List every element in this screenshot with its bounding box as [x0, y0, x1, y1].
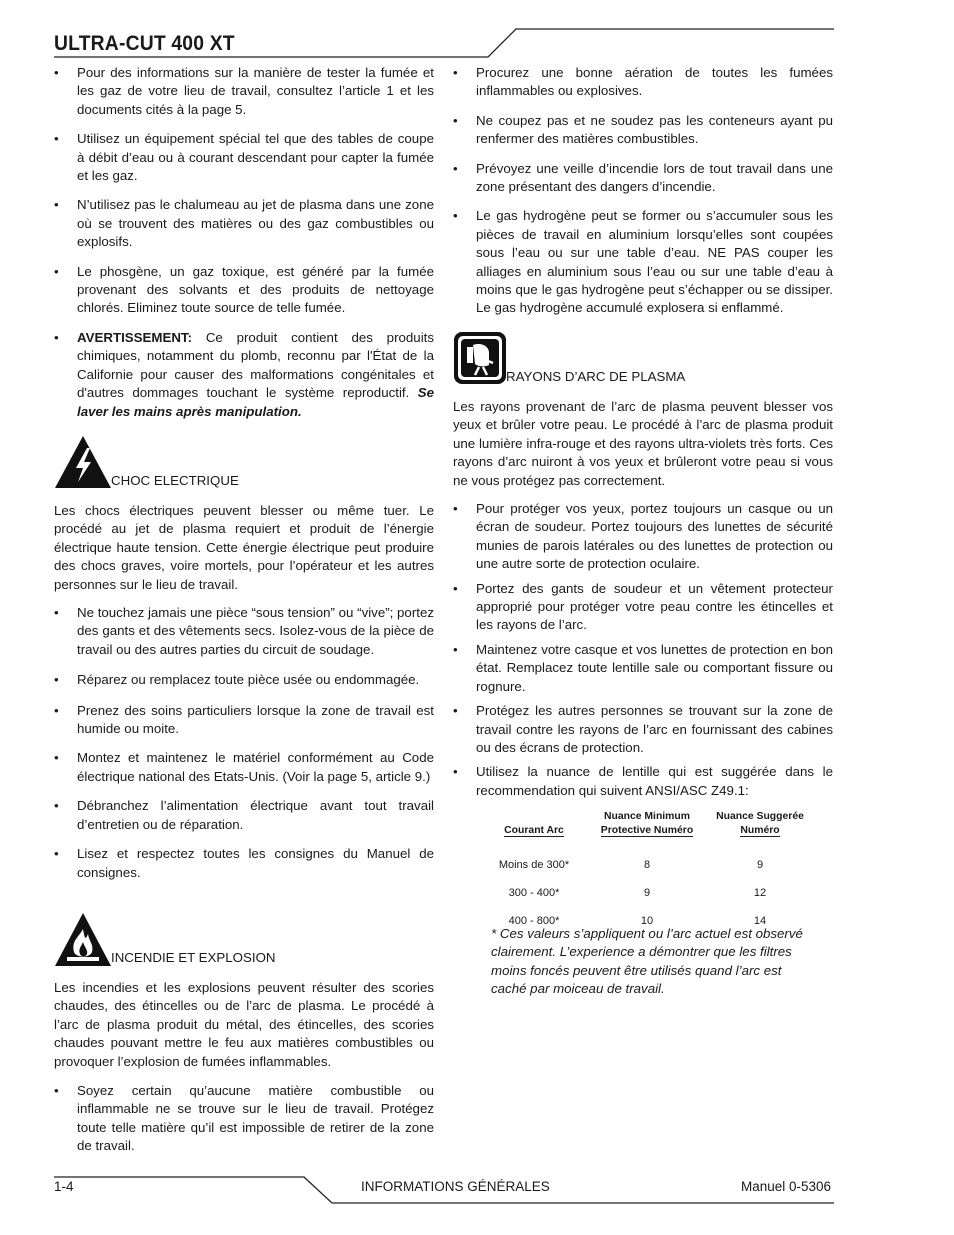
electric-shock-icon: [54, 435, 112, 489]
list-item: • Débranchez l’alimentation électrique avant tout travail d’entretien ou de réparation.: [54, 797, 434, 834]
table-footnote: * Ces valeurs s’appliquent ou l’arc actuel est observé clairement. L’experience a démontrer que les filtres moins foncés peuvent être utilisés quand l’arc est caché par moiceau de travail.: [491, 926, 803, 997]
list-item: • Maintenez votre casque et vos lunettes de protection en bon état. Remplacez toute lentille sale ou comportant fissure ou rognure.: [453, 641, 833, 696]
list-item: • Portez des gants de soudeur et un vêtement protecteur approprié pour protéger votre peau contre les étincelles et les rayons de l’arc.: [453, 580, 833, 635]
footer-section-title: INFORMATIONS GÉNÉRALES: [361, 1179, 550, 1194]
document-title: ULTRA-CUT 400 XT: [54, 32, 235, 55]
warning-text: Ce produit contient des produits chimiques, notamment du plomb, reconnu par l'État de la Californie pour causer des malformations congénitales et d'autres dommages touchant le système reproductif.: [77, 329, 434, 401]
table-cell: 14: [753, 915, 767, 927]
shock-intro: Les chocs électriques peuvent blesser ou même tuer. Le procédé au jet de plasma requiert et produit de l’énergie électrique haute tension. Cette énergie électrique peut produire des chocs graves, voire mortels, pour l’opérateur et les autres personnes sur le lieu de travail.: [54, 503, 434, 592]
table-cell: 9: [756, 859, 764, 871]
list-item: • Le phosgène, un gaz toxique, est généré par la fumée provenant des solvants et des produits de nettoyage chlorés. Eliminez toute source de telle fumée.: [54, 263, 434, 318]
table-row: [478, 851, 816, 879]
right-top-bullets: [453, 64, 833, 318]
table-cell: 300 - 400*: [508, 887, 560, 899]
list-item: • Pour protéger vos yeux, portez toujours un casque ou un écran de soudeur. Portez toujours des lunettes de sécurité munies de parois latérales ou des lunettes de protection ou une autre sorte de protection oculaire.: [453, 500, 833, 574]
fire-explosion-icon: [54, 912, 112, 968]
warning-label: AVERTISSEMENT:: [77, 329, 193, 345]
list-item: • Ne coupez pas et ne soudez pas les conteneurs ayant pu renfermer des matières combustibles.: [453, 112, 833, 149]
left-top-bullets: [54, 64, 434, 421]
list-item: • Lisez et respectez toutes les consignes du Manuel de consignes.: [54, 845, 434, 882]
table-cell: 9: [643, 887, 651, 899]
column-header: Nuance Minimum: [603, 811, 691, 822]
section-heading-shock: CHOC ELECTRIQUE: [111, 473, 239, 488]
table-cell: Moins de 300*: [498, 859, 570, 871]
section-heading-fire: INCENDIE ET EXPLOSION: [111, 950, 276, 965]
list-item: • Prévoyez une veille d’incendie lors de tout travail dans une zone présentant des dangers d’incendie.: [453, 160, 833, 197]
fire-section: [54, 979, 434, 1156]
table-cell: 400 - 800*: [508, 915, 560, 927]
warning-item: [54, 329, 434, 421]
arc-section: [453, 398, 833, 800]
page-number: 1-4: [54, 1179, 74, 1194]
table-cell: 10: [640, 915, 654, 927]
column-header: Numéro: [740, 825, 780, 836]
fire-intro: Les incendies et les explosions peuvent résulter des scories chaudes, des étincelles ou de l’arc de plasma. Le procédé à l’arc de plasma produit du métal, des étincelles, des scories chaudes pouvant mettre le feu aux matières combustibles ou provoquer l’explosion de fumées inflammables.: [54, 980, 434, 1069]
manual-number: Manuel 0-5306: [741, 1179, 832, 1194]
list-item: • Soyez certain qu’aucune matière combustible ou inflammable ne se trouve sur le lieu de travail. Protégez toute telle matière qu’il est impossible de retirer de la zone de travail.: [54, 1082, 434, 1156]
list-item: • Pour des informations sur la manière de tester la fumée et les gaz de votre lieu de travail, consultez l’article 1 et les documents cités à la page 5.: [54, 64, 434, 119]
list-item: • Ne touchez jamais une pièce “sous tension” ou “vive”; portez des gants et des vêtements secs. Isolez-vous de la pièce de travail ou des autres parties du circuit de soudage.: [54, 604, 434, 659]
column-header: Courant Arc: [504, 825, 564, 836]
table-cell: 8: [643, 859, 651, 871]
list-item: • Prenez des soins particuliers lorsque la zone de travail est humide ou moite.: [54, 702, 434, 739]
list-item: • Montez et maintenez le matériel conformément au Code électrique national des Etats-Unis. (Voir la page 5, article 9.): [54, 749, 434, 786]
list-item: • Utilisez la nuance de lentille qui est suggérée dans le recommendation qui suivent ANSI/ASC Z49.1:: [453, 763, 833, 800]
list-item: • Réparez ou remplacez toute pièce usée ou endommagée.: [54, 671, 434, 689]
list-item: • Utilisez un équipement spécial tel que des tables de coupe à débit d’eau ou à courant descendant pour capter la fumée et les gaz.: [54, 130, 434, 185]
table-row: [478, 879, 816, 907]
shock-section: [54, 502, 434, 882]
arc-intro: Les rayons provenant de l’arc de plasma peuvent blesser vos yeux et brûler votre peau. Le procédé à l’arc de plasma produit une lumière infra-rouge et des rayons ultra-violets très forts. Ces rayons d’arc nuiront à vos yeux et brûleront votre peau si vous ne vous protégez pas correctement.: [453, 399, 833, 488]
lens-shade-table: [478, 810, 816, 935]
column-header: Protective Numéro: [600, 825, 694, 836]
arc-rays-icon: [453, 331, 507, 385]
list-item: • Procurez une bonne aération de toutes les fumées inflammables ou explosives.: [453, 64, 833, 101]
warning-emphasis: Se laver les mains après manipulation.: [77, 385, 434, 419]
table-cell: 12: [753, 887, 767, 899]
list-item: • Protégez les autres personnes se trouvant sur la zone de travail contre les rayons de l’arc en fournissant des cabines ou des écrans de protection.: [453, 702, 833, 757]
section-heading-arc: RAYONS D’ARC DE PLASMA: [506, 369, 686, 384]
column-header: Nuance Suggerée: [716, 811, 804, 822]
list-item: • N’utilisez pas le chalumeau au jet de plasma dans une zone où se trouvent des matières ou des gaz combustibles ou explosifs.: [54, 196, 434, 251]
list-item: • Le gas hydrogène peut se former ou s’accumuler sous les pièces de travail en aluminium lorsqu’elles sont coupées sous l’eau ou sur une table d’eau. NE PAS couper les alliages en aluminium sous l’eau ou sur une table d’eau à moins que le gas hydrogène peut s’échapper ou se dissiper. Le gas hydrogène accumulé explosera si enflammé.: [453, 207, 833, 317]
